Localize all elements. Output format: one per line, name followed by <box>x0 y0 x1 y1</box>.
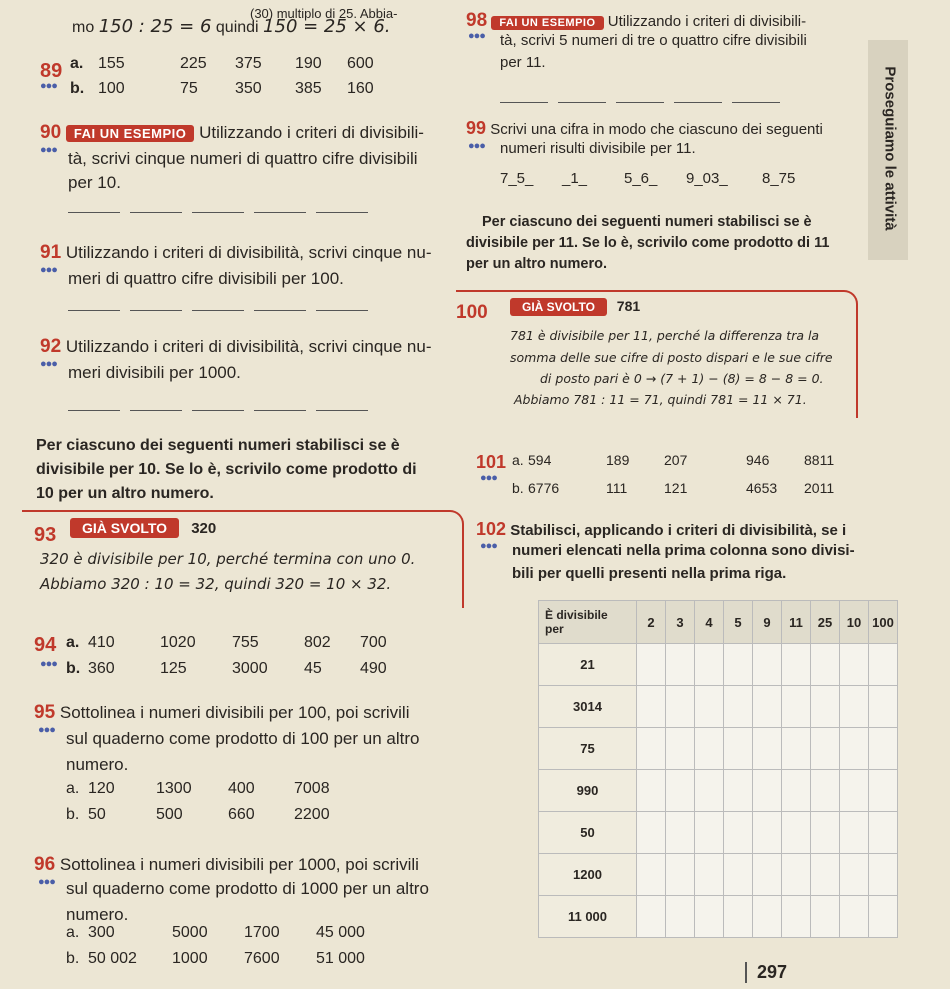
page-number: 297 <box>745 962 787 983</box>
table-cell[interactable] <box>811 644 840 686</box>
table-cell[interactable] <box>811 812 840 854</box>
ex95-b-3: 2200 <box>294 806 330 823</box>
intro-right-line1: Per ciascuno dei seguenti numeri stabilisci se è <box>482 214 812 230</box>
table-cell[interactable] <box>782 686 811 728</box>
table-cell[interactable] <box>666 812 695 854</box>
ex96-b-3: 51 000 <box>316 950 365 967</box>
ex102-text2: numeri elencati nella prima colonna sono divisi- <box>512 542 855 559</box>
ex92-difficulty: ●●● <box>40 358 57 370</box>
table-cell[interactable] <box>666 686 695 728</box>
table-cell[interactable] <box>782 812 811 854</box>
ex89-b-1: 75 <box>180 80 198 97</box>
table-row-label: 50 <box>539 812 637 854</box>
ex95-b-0: 50 <box>88 806 106 823</box>
ex101-a-2: 207 <box>664 452 688 468</box>
top-mid: quindi <box>215 19 259 36</box>
intro-left <box>36 434 417 506</box>
table-cell[interactable] <box>840 728 869 770</box>
ex94-a-2: 755 <box>232 634 259 651</box>
ex95-b-2: 660 <box>228 806 255 823</box>
divisibility-table <box>538 600 898 938</box>
ex89-a-0: 155 <box>98 55 125 72</box>
table-cell[interactable] <box>753 854 782 896</box>
table-corner-line1: È divisibile <box>545 608 608 622</box>
divisibility-table-wrap <box>538 600 898 938</box>
ex99-text1: Scrivi una cifra in modo che ciascuno dei seguenti <box>490 121 823 138</box>
ex89-difficulty: ●●● <box>40 80 57 92</box>
ex95-b-label: b. <box>66 806 80 823</box>
table-cell[interactable] <box>637 854 666 896</box>
intro-left-line3: 10 per un altro numero. <box>36 485 214 502</box>
table-cell[interactable] <box>637 644 666 686</box>
ex101-b-label: b. <box>512 480 524 496</box>
top-eq1: 150 : 25 = 6 <box>98 16 212 37</box>
sidebar-label: Proseguiamo le attività <box>881 66 899 231</box>
ex94-a-0: 410 <box>88 634 115 651</box>
table-cell[interactable] <box>840 854 869 896</box>
ex96 <box>34 852 419 877</box>
ex93-value: 320 <box>191 520 217 537</box>
ex100-badge: GIÀ SVOLTO <box>510 298 607 316</box>
ex102-text1: Stabilisci, applicando i criteri di divisibilità, se i <box>510 522 847 539</box>
ex95-a-1: 1300 <box>156 780 192 797</box>
table-row-label: 990 <box>539 770 637 812</box>
table-cell[interactable] <box>811 896 840 938</box>
table-col-3: 3 <box>666 601 695 644</box>
table-corner-line2: per <box>545 622 564 636</box>
ex91-blanks <box>68 298 378 316</box>
table-cell[interactable] <box>869 854 898 896</box>
ex101-b-2: 121 <box>664 480 688 496</box>
table-cell[interactable] <box>666 770 695 812</box>
ex95-row-a <box>66 780 330 798</box>
ex101-a-1: 189 <box>606 452 630 468</box>
ex92-blanks <box>68 398 378 416</box>
ex98-text2: tà, scrivi 5 numeri di tre o quattro cifre divisibili <box>500 32 807 49</box>
ex90 <box>40 120 460 146</box>
ex95-a-3: 7008 <box>294 780 330 797</box>
table-row-label: 1200 <box>539 854 637 896</box>
ex94-a-3: 802 <box>304 634 331 651</box>
ex100-header <box>510 298 640 314</box>
ex101-b-4: 2011 <box>804 480 835 496</box>
ex100-value: 781 <box>616 298 641 314</box>
ex96-difficulty: ●●● <box>38 876 55 888</box>
ex91 <box>40 240 432 265</box>
ex101-b-1: 111 <box>606 480 628 496</box>
table-cell[interactable] <box>782 728 811 770</box>
ex95-text3: numero. <box>66 755 129 774</box>
ex94-b-4: 490 <box>360 660 387 677</box>
table-cell[interactable] <box>782 854 811 896</box>
table-row <box>539 770 898 812</box>
ex100-number: 100 <box>456 302 488 323</box>
ex96-a-label: a. <box>66 924 80 941</box>
ex101-row-a <box>512 452 834 468</box>
ex89-a-label: a. <box>70 55 84 72</box>
ex91-text2: meri di quattro cifre divisibili per 100. <box>68 269 344 288</box>
table-row-label: 21 <box>539 644 637 686</box>
ex96-text2: sul quaderno come prodotto di 1000 per un altro <box>66 879 429 898</box>
table-cell[interactable] <box>753 896 782 938</box>
table-row-label: 11 000 <box>539 896 637 938</box>
ex92-text1: Utilizzando i criteri di divisibilità, scrivi cinque nu- <box>65 337 432 356</box>
ex96-a-2: 1700 <box>244 924 280 941</box>
table-row <box>539 896 898 938</box>
table-col-5: 5 <box>724 601 753 644</box>
table-cell[interactable] <box>811 686 840 728</box>
ex94-b-1: 125 <box>160 660 187 677</box>
ex89-b-4: 160 <box>347 80 374 97</box>
ex94-b-3: 45 <box>304 660 322 677</box>
ex93-number: 93 <box>34 524 57 546</box>
table-cell[interactable] <box>869 644 898 686</box>
ex95-b-1: 500 <box>156 806 183 823</box>
ex102-difficulty: ●●● <box>480 540 497 552</box>
ex90-text1: Utilizzando i criteri di divisibili- <box>199 123 424 142</box>
ex89-b-2: 350 <box>235 80 262 97</box>
table-cell[interactable] <box>637 686 666 728</box>
table-cell[interactable] <box>753 728 782 770</box>
ex95-text2: sul quaderno come prodotto di 100 per un altro <box>66 729 420 748</box>
ex95-a-2: 400 <box>228 780 255 797</box>
ex94-row-b <box>66 660 387 678</box>
ex89-b-3: 385 <box>295 80 322 97</box>
table-cell[interactable] <box>811 770 840 812</box>
ex94-difficulty: ●●● <box>40 658 57 670</box>
ex92-number: 92 <box>40 336 62 357</box>
table-row-label: 75 <box>539 728 637 770</box>
table-col-4: 4 <box>695 601 724 644</box>
ex89-b-label: b. <box>70 80 85 97</box>
ex95-a-0: 120 <box>88 780 115 797</box>
table-col-100: 100 <box>869 601 898 644</box>
table-cell[interactable] <box>695 770 724 812</box>
table-row <box>539 854 898 896</box>
table-cell[interactable] <box>724 770 753 812</box>
table-cell[interactable] <box>724 854 753 896</box>
ex95-row-b <box>66 806 330 824</box>
ex99-item-3: 9_03_ <box>686 170 728 187</box>
ex90-text2: tà, scrivi cinque numeri di quattro cifre divisibili <box>68 149 418 168</box>
ex99-item-1: _1_ <box>562 170 588 187</box>
ex92-text2: meri divisibili per 1000. <box>68 363 241 382</box>
table-cell[interactable] <box>782 644 811 686</box>
table-cell[interactable] <box>724 728 753 770</box>
ex99 <box>466 118 823 139</box>
ex99-number: 99 <box>466 118 487 138</box>
ex96-b-label: b. <box>66 950 80 967</box>
table-cell[interactable] <box>869 896 898 938</box>
table-row <box>539 686 898 728</box>
ex96-a-3: 45 000 <box>316 924 365 941</box>
table-cell[interactable] <box>840 644 869 686</box>
ex94-a-1: 1020 <box>160 634 196 651</box>
table-col-2: 2 <box>637 601 666 644</box>
ex96-a-0: 300 <box>88 924 115 941</box>
ex89-row-b <box>70 80 374 98</box>
ex93-line1: 320 è divisibile per 10, perché termina con uno 0. <box>40 550 416 568</box>
table-row-label: 3014 <box>539 686 637 728</box>
intro-right <box>466 212 829 275</box>
ex100-line4: Abbiamo 781 : 11 = 71, quindi 781 = 11 × 71. <box>514 392 807 407</box>
ex90-text3: per 10. <box>68 173 121 192</box>
ex102-number: 102 <box>476 519 507 539</box>
ex94-b-2: 3000 <box>232 660 268 677</box>
table-row <box>539 644 898 686</box>
table-cell[interactable] <box>695 812 724 854</box>
table-col-9: 9 <box>753 601 782 644</box>
ex95-number: 95 <box>34 702 56 723</box>
ex89-a-1: 225 <box>180 55 207 72</box>
ex89-b-0: 100 <box>98 80 125 97</box>
ex89-number: 89 <box>40 60 63 82</box>
ex89-row-a <box>70 55 374 73</box>
table-cell[interactable] <box>724 644 753 686</box>
table-cell[interactable] <box>724 686 753 728</box>
ex96-a-1: 5000 <box>172 924 208 941</box>
ex101-a-4: 8811 <box>804 452 835 468</box>
table-cell[interactable] <box>811 728 840 770</box>
top-note: (30) multiplo di 25. Abbia- <box>250 6 398 21</box>
ex93-header <box>70 520 216 537</box>
ex91-difficulty: ●●● <box>40 264 57 276</box>
ex90-difficulty: ●●● <box>40 144 57 156</box>
table-cell[interactable] <box>840 686 869 728</box>
ex101-a-label: a. <box>512 452 524 468</box>
ex98-number: 98 <box>466 10 488 31</box>
table-cell[interactable] <box>753 770 782 812</box>
ex98-text1: Utilizzando i criteri di divisibili- <box>607 13 807 30</box>
top-lead: mo <box>72 19 95 36</box>
table-cell[interactable] <box>811 854 840 896</box>
table-cell[interactable] <box>724 896 753 938</box>
ex96-b-2: 7600 <box>244 950 280 967</box>
table-row <box>539 728 898 770</box>
table-col-10: 10 <box>840 601 869 644</box>
table-cell[interactable] <box>666 644 695 686</box>
ex95-difficulty: ●●● <box>38 724 55 736</box>
ex99-items <box>500 170 795 187</box>
ex96-b-1: 1000 <box>172 950 208 967</box>
table-cell[interactable] <box>724 812 753 854</box>
ex98-badge: FAI UN ESEMPIO <box>491 16 603 30</box>
ex101-a-0: 594 <box>528 452 552 468</box>
ex98-blanks <box>500 90 790 108</box>
ex99-item-2: 5_6_ <box>624 170 658 187</box>
top-eq2: 150 = 25 × 6. <box>263 16 391 37</box>
ex92 <box>40 334 432 359</box>
table-cell[interactable] <box>637 896 666 938</box>
table-cell[interactable] <box>869 812 898 854</box>
ex94-a-label: a. <box>66 634 80 651</box>
ex102-text3: bili per quelli presenti nella prima riga. <box>512 565 787 582</box>
table-cell[interactable] <box>666 728 695 770</box>
table-corner <box>539 601 637 644</box>
table-cell[interactable] <box>869 770 898 812</box>
ex96-text1: Sottolinea i numeri divisibili per 1000, poi scrivili <box>59 855 419 874</box>
ex94-b-label: b. <box>66 660 81 677</box>
ex90-number: 90 <box>40 122 62 143</box>
table-cell[interactable] <box>753 812 782 854</box>
ex99-text2: numeri risulti divisibile per 11. <box>500 140 696 157</box>
table-cell[interactable] <box>840 812 869 854</box>
ex90-blanks <box>68 200 378 218</box>
table-cell[interactable] <box>637 728 666 770</box>
ex94-row-a <box>66 634 387 652</box>
ex101-number: 101 <box>476 452 507 472</box>
ex101-a-3: 946 <box>746 452 770 468</box>
table-cell[interactable] <box>869 728 898 770</box>
ex102 <box>476 518 846 542</box>
table-cell[interactable] <box>782 896 811 938</box>
intro-left-line2: divisibile per 10. Se lo è, scrivilo come prodotto di <box>36 461 417 478</box>
ex99-difficulty: ●●● <box>468 140 485 152</box>
table-cell[interactable] <box>695 896 724 938</box>
ex94-a-4: 700 <box>360 634 387 651</box>
ex96-text3: numero. <box>66 905 129 924</box>
table-cell[interactable] <box>753 644 782 686</box>
ex99-item-4: 8_75 <box>762 170 796 187</box>
ex101-b-0: 6776 <box>528 480 560 496</box>
table-cell[interactable] <box>695 854 724 896</box>
ex89-a-4: 600 <box>347 55 374 72</box>
table-col-25: 25 <box>811 601 840 644</box>
table-cell[interactable] <box>666 854 695 896</box>
table-cell[interactable] <box>637 770 666 812</box>
intro-left-line1: Per ciascuno dei seguenti numeri stabilisci se è <box>36 437 400 454</box>
ex100-line3: di posto pari è 0 → (7 + 1) − (8) = 8 − 8 = 0. <box>540 371 824 386</box>
table-cell[interactable] <box>637 812 666 854</box>
table-cell[interactable] <box>869 686 898 728</box>
table-cell[interactable] <box>695 728 724 770</box>
ex99-item-0: 7_5_ <box>500 170 534 187</box>
table-cell[interactable] <box>840 770 869 812</box>
ex101-row-b <box>512 480 834 496</box>
table-cell[interactable] <box>695 644 724 686</box>
ex96-b-0: 50 002 <box>88 950 137 967</box>
ex100-line1: 781 è divisibile per 11, perché la differenza tra la <box>510 328 820 343</box>
intro-right-line3: per un altro numero. <box>466 256 607 272</box>
ex89-a-2: 375 <box>235 55 262 72</box>
ex90-badge: FAI UN ESEMPIO <box>66 125 194 142</box>
ex96-row-b <box>66 950 365 968</box>
ex96-number: 96 <box>34 854 56 875</box>
intro-right-line2: divisibile per 11. Se lo è, scrivilo come prodotto di 11 <box>466 235 830 251</box>
ex101-b-3: 4653 <box>746 480 778 496</box>
table-cell[interactable] <box>695 686 724 728</box>
ex91-text1: Utilizzando i criteri di divisibilità, scrivi cinque nu- <box>65 243 432 262</box>
table-col-11: 11 <box>782 601 811 644</box>
table-cell[interactable] <box>782 770 811 812</box>
ex94-b-0: 360 <box>88 660 115 677</box>
table-cell[interactable] <box>753 686 782 728</box>
table-header-row <box>539 601 898 644</box>
table-cell[interactable] <box>840 896 869 938</box>
ex89-a-3: 190 <box>295 55 322 72</box>
ex101-difficulty: ●●● <box>480 472 497 484</box>
ex98-text3: per 11. <box>500 54 546 71</box>
ex96-row-a <box>66 924 365 942</box>
ex93-badge: GIÀ SVOLTO <box>70 518 179 538</box>
ex94-number: 94 <box>34 634 57 656</box>
ex95-a-label: a. <box>66 780 80 797</box>
ex98-difficulty: ●●● <box>468 30 485 42</box>
ex95-text1: Sottolinea i numeri divisibili per 100, poi scrivili <box>59 703 410 722</box>
ex91-number: 91 <box>40 242 62 263</box>
ex100-line2: somma delle sue cifre di posto dispari e le sue cifre <box>510 350 833 365</box>
table-cell[interactable] <box>666 896 695 938</box>
ex93-line2: Abbiamo 320 : 10 = 32, quindi 320 = 10 × 32. <box>40 575 392 593</box>
ex95 <box>34 700 409 725</box>
table-row <box>539 812 898 854</box>
